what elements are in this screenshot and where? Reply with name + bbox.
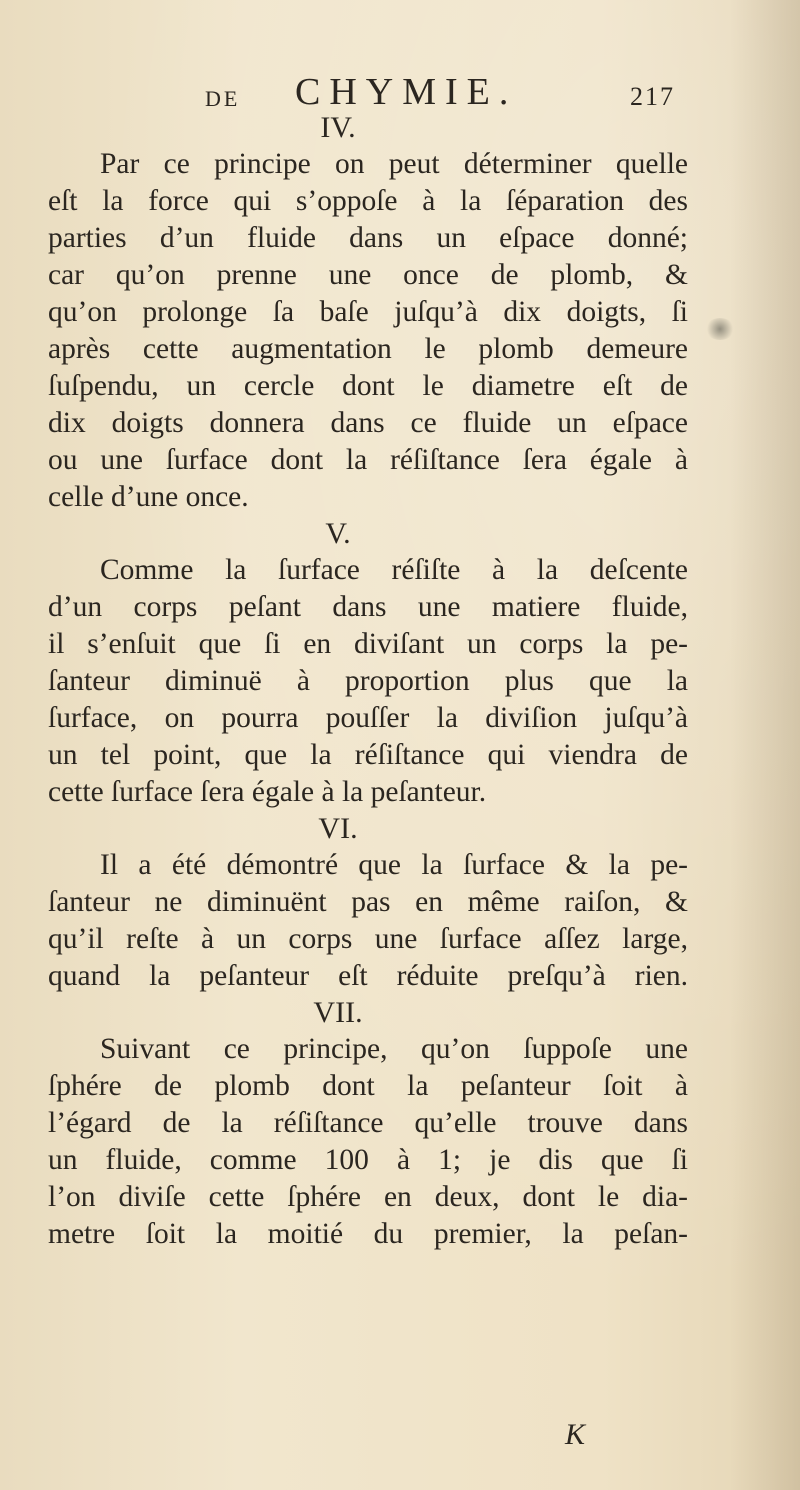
text-line: metre ſoit la moitié du premier, la peſan- (48, 1218, 688, 1250)
text-line: il s’enſuit que ſi en diviſant un corps la pe- (48, 628, 688, 660)
text-line: Il a été démontré que la ſurface & la pe- (100, 849, 688, 881)
text-line: celle d’une once. (48, 481, 249, 513)
text-line: Comme la ſurface réſiſte à la deſcente (100, 554, 688, 586)
text-line: ſanteur diminuë à proportion plus que la (48, 665, 688, 697)
text-line: cette ſurface ſera égale à la peſanteur. (48, 776, 487, 808)
text-line: un fluide, comme 100 à 1; je dis que ſi (48, 1144, 688, 1176)
text-line: quand la peſanteur eſt réduite preſqu’à rien. (48, 960, 688, 992)
text-line: Suivant ce principe, qu’on ſuppoſe une (100, 1033, 688, 1065)
running-header (205, 70, 675, 114)
header-prefix: DE (205, 86, 241, 111)
page-edge-shadow (730, 0, 800, 1490)
header-title: CHYMIE. (295, 71, 518, 113)
text-line: qu’on prolonge ſa baſe juſqu’à dix doigts, ſi (48, 296, 688, 328)
text-line: dix doigts donnera dans ce fluide un eſpace (48, 407, 688, 439)
ink-blot (705, 318, 735, 340)
section-number: VII. (313, 996, 363, 1029)
section-number: IV. (320, 111, 356, 144)
page-number: 217 (630, 82, 675, 111)
section-number: V. (325, 517, 351, 550)
text-line: l’on diviſe cette ſphére en deux, dont le dia- (48, 1181, 688, 1213)
section-number: VI. (318, 812, 358, 845)
text-line: ſphére de plomb dont la peſanteur ſoit à (48, 1070, 688, 1102)
text-line: Par ce principe on peut déterminer quelle (100, 148, 688, 180)
text-line: après cette augmentation le plomb demeure (48, 333, 688, 365)
text-line: ſanteur ne diminuënt pas en même raiſon, & (48, 886, 688, 918)
catchword: K (565, 1418, 586, 1451)
page-body (48, 110, 688, 1253)
text-line: qu’il reſte à un corps une ſurface aſſez large, (48, 923, 688, 955)
text-line: l’égard de la réſiſtance qu’elle trouve dans (48, 1107, 688, 1139)
text-line: eſt la force qui s’oppoſe à la ſéparation des (48, 185, 688, 217)
text-line: ſuſpendu, un cercle dont le diametre eſt de (48, 370, 688, 402)
text-line: d’un corps peſant dans une matiere fluide, (48, 591, 688, 623)
text-line: car qu’on prenne une once de plomb, & (48, 259, 688, 291)
text-line: un tel point, que la réſiſtance qui viendra de (48, 739, 688, 771)
text-line: ou une ſurface dont la réſiſtance ſera égale à (48, 444, 688, 476)
text-line: ſurface, on pourra pouſſer la diviſion juſqu’à (48, 702, 688, 734)
text-line: parties d’un fluide dans un eſpace donné; (48, 222, 688, 254)
